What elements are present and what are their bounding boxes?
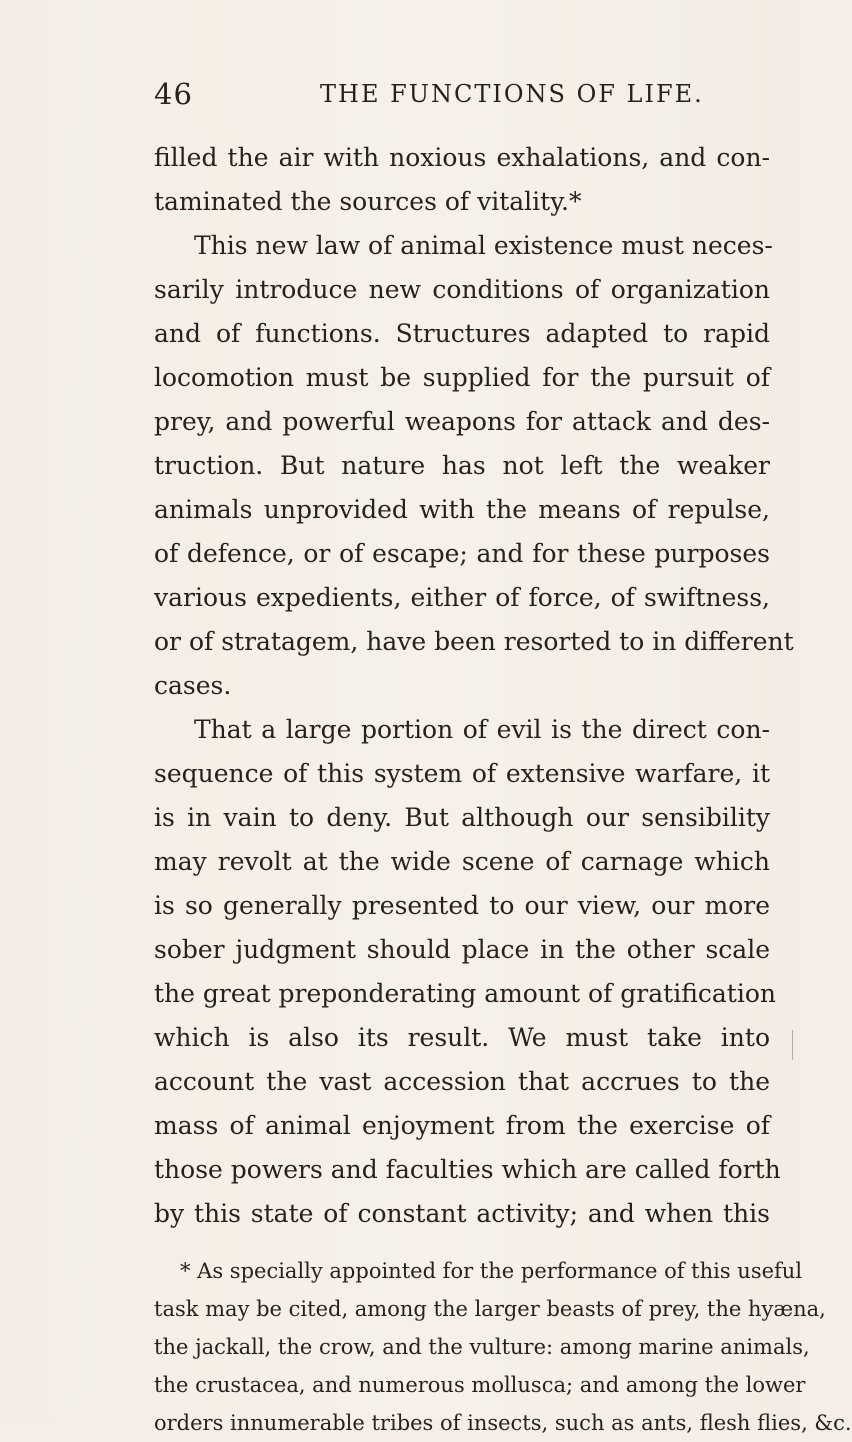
text-line: sequence of this system of extensive warfare, it — [154, 759, 770, 788]
footnote-line: * As specially appointed for the performance of this useful — [180, 1259, 803, 1283]
page-edge-mark — [792, 1030, 793, 1060]
text-line: That a large portion of evil is the direct con- — [194, 715, 770, 744]
text-line: by this state of constant activity; and when this — [154, 1199, 770, 1228]
running-head — [154, 76, 774, 112]
running-title: THE FUNCTIONS OF LIFE. — [320, 80, 704, 108]
text-line: cases. — [154, 671, 232, 700]
text-line: which is also its result. We must take into — [154, 1023, 770, 1052]
text-line: of defence, or of escape; and for these purposes — [154, 539, 770, 568]
text-line: account the vast accession that accrues to the — [154, 1067, 770, 1096]
footnote-line: orders innumerable tribes of insects, such as ants, flesh flies, &c. — [154, 1411, 852, 1435]
text-line: sober judgment should place in the other scale — [154, 935, 770, 964]
text-line: taminated the sources of vitality.* — [154, 187, 582, 216]
page-number: 46 — [154, 77, 193, 111]
text-line: and of functions. Structures adapted to rapid — [154, 319, 770, 348]
text-line: may revolt at the wide scene of carnage which — [154, 847, 770, 876]
text-line: locomotion must be supplied for the pursuit of — [154, 363, 770, 392]
text-line: is so generally presented to our view, our more — [154, 891, 770, 920]
text-line: sarily introduce new conditions of organization — [154, 275, 770, 304]
text-line: This new law of animal existence must neces- — [194, 231, 773, 260]
text-line: the great preponderating amount of gratification — [154, 979, 776, 1008]
footnote-line: task may be cited, among the larger beasts of prey, the hyæna, — [154, 1297, 826, 1321]
text-line: animals unprovided with the means of repulse, — [154, 495, 770, 524]
footnote-line: the crustacea, and numerous mollusca; and among the lower — [154, 1373, 806, 1397]
text-line: is in vain to deny. But although our sensibility — [154, 803, 770, 832]
text-line: prey, and powerful weapons for attack and des- — [154, 407, 770, 436]
footnote-line: the jackall, the crow, and the vulture: among marine animals, — [154, 1335, 810, 1359]
text-line: filled the air with noxious exhalations, and con- — [154, 143, 770, 172]
text-line: truction. But nature has not left the weaker — [154, 451, 770, 480]
text-line: or of stratagem, have been resorted to in different — [154, 627, 794, 656]
text-line: various expedients, either of force, of swiftness, — [154, 583, 770, 612]
text-line: those powers and faculties which are called forth — [154, 1155, 781, 1184]
text-line: mass of animal enjoyment from the exercise of — [154, 1111, 770, 1140]
